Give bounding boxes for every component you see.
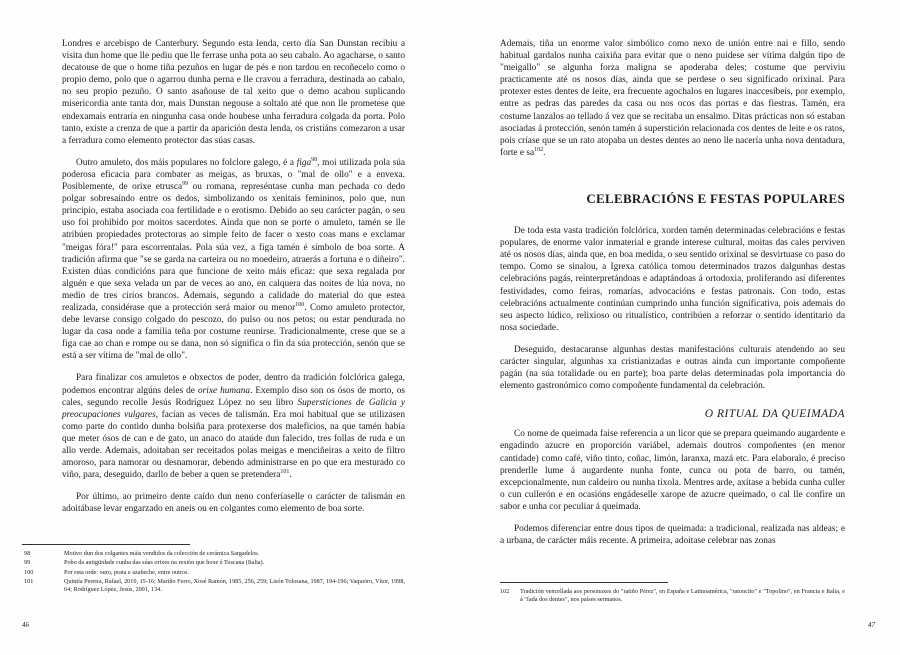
section-paragraph-2: Deseguido, destacaranse algunhas destas manifestacións culturais atendendo ao seu carácter singular, algunhas xa cristianizadas e outras ainda cun importante compoñente pagán (na súa totalidade ou en parte); boa parte delas determinadas pola importancia do elemento gastronómico como compoñente fundamental da celebración.	[500, 344, 845, 392]
page-number-right: 47	[868, 621, 875, 629]
left-paragraph-4: Por último, ao primeiro dente caído dun neno conferíaselle o carácter de talismán en adoitábase levar engarzado en aneis ou en colgantes como elemento de boa sorte.	[62, 492, 405, 515]
page-number-left: 46	[22, 621, 29, 629]
left-footnotes	[22, 544, 405, 595]
subsection-paragraph-1: Co nome de queimada faise referencia a un licor que se prepara queimando augardente e engadindo azucre en proporción variábel, ademais doutros compoñentes (en menor cantidade) como café, viño tinto, coñac, limón, laranxa, mazá etc. Para elaboralo, é preciso prenderlle lume á augardente nunha fonte, cunca ou pota de barro, ou tamén, excepcionalmente, nun caldeiro ou nunha tixola. Mentres arde, axítase a bebida cunha culler o cun cullerón e en ocasións engádeselle xarope de azucre queimado, o cal lle confire un sabor e unha cor peculiar á queimada.	[500, 429, 845, 512]
subsection-paragraph-2: Podemos diferenciar entre dous tipos de queimada: a tradicional, realizada nas aldeas; e a urbana, de carácter máis recente. A primeira, adoitase celebrar nas zonas	[500, 524, 845, 547]
left-paragraph-3: Para finalizar cos amuletos e obxectos de poder, dentro da tradición folclórica galega, podemos encontrar algúns deles de orixe humana. Exemplo diso son os ósos de morto, os cales, segundo recolle Jesús Rodríguez López no seu libro Supersticiones de Galicia y preocupaciones vulgares, facían as veces de talismán. Era moi habitual que se utilizasen como parte do contido dunha bolsiña para protexerse dos maleficios, na que tamén había que meter ósos de can e de gato, un anaco do ataúde dun falecido, tres follas de ruda e un allo verde. Ademais, adoitaban ser receitados polas meigas e menciñeiras a xeito de filtro amoroso, para namorar ou desnamorar, debendo administrarse en po que era mesturado co viño, para, deseguido, darllo de beber a quen se pretendera$^{101}$.	[62, 373, 406, 481]
subsection-heading: O RITUAL DA QUEIMADA	[704, 408, 845, 421]
right-text-column	[500, 38, 845, 557]
footnote-101: 101 Quintía Pereira, Rafael, 2010, 15-16; Mariño Ferro, Xosé Ramón, 1985, 256, 259; Lisón Tolosana, 1987, 194-196; Vaqueiro, Vítor, 1998, 64; Rodríguez López, Jesús, 2001, 134.	[24, 577, 405, 594]
left-text-column	[62, 38, 405, 525]
footnote-99: 99 Pobo da antigüidade cunha das súas orixes na rexión que hoxe é Toscana (Italia).	[24, 559, 265, 567]
section-paragraph-1: De toda esta vasta tradición folclórica, xorden tamén determinadas celebracións e festas populares, de enorme valor inmaterial e grande interese cultural, moitas das cales perviven até os nosos días, ainda que, en boa medida, o seu sentido orixinal se desvirtuase co paso do tempo. Como se sinalou, a Igrexa católica tomou determinados trazos dalgunhas destas celebracións pagás, reinterpretándoas e adaptándoas á ortodoxia, proliferando así diferentes festividades, como feiras, romarías, advocacións e festas patronais. Con todo, estas celebracións actualmente continúan cumprindo unha función significativa, pois ademais do seu aspecto lúdico, relixioso ou ritualístico, contribúen a reforzar o sentido identitario da nosa sociedade.	[500, 226, 845, 333]
left-paragraph-1: Londres e arcebispo de Canterbury. Segundo esta lenda, certo día San Dunstan recibiu a visita dun home que lle pediu que lle ferrase unha pota ao seu cabalo. Ao agacharse, o santo decatouse de que o home tiña pezuños en lugar de pés e non tardou en recoñecelo como o propio demo, polo que o agarrou dunha perna e lle cravou a ferradura, destinada ao cabalo, no seu propio pezuño. O santo asañouse de tal xeito que o demo acabou suplicando misericordia ante tanta dor, mais Dunstan negouse a soltalo até que non lle prometese que endexamais entraría en ningunha casa onde houbese unha ferradura colgada da porta. Polo tanto, existe a crenza de que a partir da aparición desta lenda, os cristiáns comezaron a usar a ferradura como elemento protector das súas casas.	[62, 39, 405, 146]
footnote-100: 100 Por esta orde: ouro, prata e azabeche, entre outros.	[24, 568, 189, 576]
left-paragraph-2: Outro amuleto, dos máis populares no folclore galego, é a figa$^{98}$, moi utilizada pola súa poderosa eficacia para combater as meigas, as bruxas, o "mal de ollo" e a envexa. Posiblemente, de orixe etrusca$^{99}$ ou romana, represéntase cunha man pechada co dedo polgar sobresaíndo entre os dedos, simbolizando os xenitais femininos, polo que, nun principio, estaba asociada coa fertilidade e o erotismo. Debido ao seu carácter pagán, o seu uso foi prohibido por moitos sacerdotes. Ainda que non se porte o amuleto, tamén se lle atribúen propiedades protectoras ao simple feito de facer o xesto coas mans e exclamar "meigas fóra!" para escorrentalas. Pola súa vez, a figa tamén é símbolo de boa sorte. A tradición afirma que "se se garda na carteira ou no moedeiro, atraerás a fortuna e o diñeiro". Existen dúas condicións para que funcione de xeito máis eficaz: que sexa regalada por alguén e que sexa velada un par de veces ao ano, en calquera das noites de lúa nova, no medio de tres cirios brancos. Ademais, segundo a calidade do material do que estea realizada, considérase que a protección será maior ou menor$^{100}$. Como amuleto protector, debe levarse consigo colgado do pescozo, do pulso ou nos petos; ou estar pendurada no lugar da casa onde a familia teña por costume reunirse. Tradicionalmente, crese que se a figa cae ao chan e rompe ou se dana, non só significa o fin da súa protección, senón que se está a ser vítima de "mal de ollo".	[62, 156, 405, 362]
footnote-98: 98 Motivo dun dos colgantes máis vendidos da colección de cerámica Sargadelos.	[24, 550, 260, 557]
right-paragraph-1: Ademais, tiña un enorme valor simbólico como nexo de unión entre nai e fillo, sendo habitual gardalos nunha caixiña para evitar que o neno puidese ser vítima dalgún tipo de "meigallo" se algunha forza maligna se apoderaba deles; costume que perviviu practicamente até os nosos días, ainda que se perdese o seu significado orixinal. Para protexer estes dentes de leite, era frecuente agochalos en lugares inaccesíbeis, por exemplo, entre as pedras das paredes da casa ou nos ocos das portas e das fiestras. Tamén, era costume lanzalos ao tellado á vez que se recitaba un ensalmo. Ditas prácticas non só estaban asociadas á protección, senón tamén á superstición relacionada cos dentes de leite e os ratos, pois críase que se un rato atopaba un destes dentes ao neno lle nacería unha nova dentadura, forte e $sa^{102}$.	[500, 39, 845, 158]
footnote-102: 102 Tradición vencellada aos personaxes do "ratiño Pérez", en España e Latinoamérica, "ratoncito" e "Topolino", en Francia e Italia, e á "fada dos dentes", nos países sermanos.	[500, 588, 845, 604]
section-heading: CELEBRACIÓNS E FESTAS POPULARES	[586, 190, 845, 206]
right-footnotes	[500, 582, 845, 606]
footnote-rule	[500, 582, 668, 583]
footnote-rule	[22, 544, 190, 545]
right-page	[450, 0, 900, 655]
